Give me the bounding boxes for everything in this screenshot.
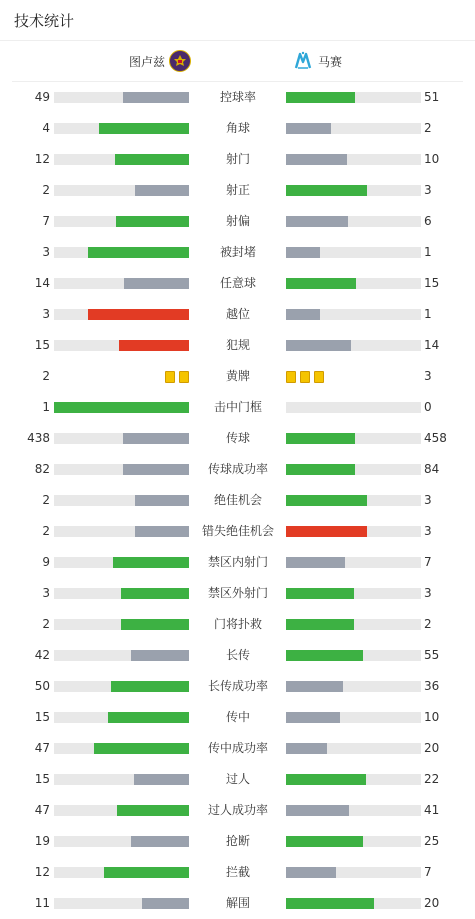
away-stat-value: 3 — [424, 493, 432, 507]
stat-row — [0, 82, 475, 113]
home-stat-bar — [123, 464, 189, 475]
home-stat-value: 14 — [34, 276, 50, 290]
away-stat-bar-track — [286, 92, 421, 103]
home-stat-value: 47 — [34, 741, 50, 755]
home-stat-bar — [135, 185, 189, 196]
away-stat-bar-track — [286, 774, 421, 785]
away-stat-bar — [286, 216, 348, 227]
marseille-crest-icon — [292, 50, 314, 72]
away-stat-bar — [286, 712, 340, 723]
home-stat-value: 438 — [27, 431, 50, 445]
home-stat-bar-track — [54, 588, 189, 599]
home-stat-bar-track — [54, 402, 189, 413]
home-stat-value: 2 — [42, 369, 50, 383]
away-stat-value: 3 — [424, 524, 432, 538]
away-stat-value: 1 — [424, 245, 432, 259]
away-stat-bar — [286, 123, 331, 134]
stat-label: 绝佳机会 — [213, 493, 262, 507]
away-stat-bar — [286, 526, 367, 537]
stat-label: 角球 — [225, 121, 250, 135]
home-stat-bar-track — [54, 92, 189, 103]
away-stat-bar-track — [286, 340, 421, 351]
stat-row — [0, 826, 475, 857]
home-stat-bar — [117, 805, 189, 816]
stat-label: 射偏 — [225, 214, 250, 228]
home-stat-bar-track — [54, 123, 189, 134]
away-stat-bar — [286, 743, 327, 754]
away-stat-value: 84 — [424, 462, 440, 476]
home-stat-value: 2 — [42, 617, 50, 631]
stat-row — [0, 857, 475, 888]
stat-row — [0, 795, 475, 826]
stat-label: 传中 — [225, 710, 250, 724]
away-stat-bar-track — [286, 278, 421, 289]
away-stat-bar — [286, 340, 351, 351]
away-stat-value: 41 — [424, 803, 440, 817]
stat-label: 犯规 — [225, 338, 250, 352]
away-stat-bar-track — [286, 216, 421, 227]
away-stat-value: 3 — [424, 586, 432, 600]
home-stat-bar — [134, 774, 189, 785]
stat-row — [0, 733, 475, 764]
home-stat-bar-track — [54, 216, 189, 227]
away-stat-value: 22 — [424, 772, 440, 786]
home-stat-value: 7 — [42, 214, 50, 228]
home-stat-bar-track — [54, 619, 189, 630]
home-stat-bar — [113, 557, 189, 568]
stat-label: 错失绝佳机会 — [201, 524, 274, 538]
stat-label: 门将扑救 — [213, 617, 262, 631]
home-stat-bar-track — [54, 557, 189, 568]
away-stat-value: 0 — [424, 400, 432, 414]
home-stat-bar-track — [54, 774, 189, 785]
away-stat-bar — [286, 898, 374, 909]
stat-row — [0, 330, 475, 361]
stat-label: 黄牌 — [225, 369, 250, 383]
home-stat-bar — [131, 836, 189, 847]
stat-label: 越位 — [225, 307, 250, 321]
stat-row — [0, 888, 475, 919]
home-stat-value: 15 — [34, 710, 50, 724]
away-stat-value: 51 — [424, 90, 440, 104]
away-stat-value: 20 — [424, 896, 440, 910]
home-stat-bar — [131, 650, 189, 661]
home-stat-value: 9 — [42, 555, 50, 569]
home-stat-value: 19 — [34, 834, 50, 848]
away-stat-bar-track — [286, 526, 421, 537]
home-stat-value: 49 — [34, 90, 50, 104]
away-stat-value: 2 — [424, 617, 432, 631]
away-stat-bar — [286, 681, 343, 692]
home-stat-bar — [142, 898, 189, 909]
away-stat-bar-track — [286, 836, 421, 847]
teams-header — [12, 41, 463, 82]
stat-label: 传中成功率 — [207, 741, 268, 755]
away-stat-bar-track — [286, 557, 421, 568]
home-stat-bar-track — [54, 681, 189, 692]
stat-row — [0, 640, 475, 671]
stat-row — [0, 516, 475, 547]
stat-row — [0, 299, 475, 330]
away-stat-bar — [286, 309, 320, 320]
away-stat-bar-track — [286, 185, 421, 196]
away-stat-bar-track — [286, 495, 421, 506]
away-stat-bar-track — [286, 898, 421, 909]
home-stat-bar — [88, 247, 189, 258]
away-stat-value: 36 — [424, 679, 440, 693]
home-stat-bar — [54, 402, 189, 413]
home-stat-value: 15 — [34, 338, 50, 352]
stat-label: 传球 — [225, 431, 250, 445]
home-stat-bar-track — [54, 247, 189, 258]
stat-label: 长传 — [225, 648, 250, 662]
home-stat-value: 3 — [42, 245, 50, 259]
away-stat-value: 2 — [424, 121, 432, 135]
away-stat-bar — [286, 278, 356, 289]
away-stat-bar — [286, 774, 366, 785]
away-stat-bar — [286, 619, 354, 630]
home-stat-value: 15 — [34, 772, 50, 786]
home-stat-value: 12 — [34, 152, 50, 166]
away-stat-value: 458 — [424, 431, 447, 445]
away-stat-value: 10 — [424, 152, 440, 166]
home-stat-bar — [115, 154, 189, 165]
away-stat-bar-track — [286, 464, 421, 475]
page-title: 技术统计 — [14, 11, 75, 30]
away-team[interactable] — [292, 41, 346, 81]
home-stat-bar-track — [54, 805, 189, 816]
away-stat-value: 20 — [424, 741, 440, 755]
home-stat-bar — [123, 92, 189, 103]
away-stat-value: 15 — [424, 276, 440, 290]
away-stat-value: 55 — [424, 648, 440, 662]
stat-row — [0, 578, 475, 609]
away-stat-bar-track — [286, 681, 421, 692]
away-stat-bar — [286, 154, 347, 165]
away-stat-bar — [286, 185, 367, 196]
away-stat-value: 25 — [424, 834, 440, 848]
yellow-card-icon — [165, 371, 175, 383]
yellow-card-icon — [300, 371, 310, 383]
home-stat-bar — [111, 681, 189, 692]
stat-label: 射门 — [225, 152, 250, 166]
home-stat-bar-track — [54, 433, 189, 444]
away-stat-value: 14 — [424, 338, 440, 352]
home-stat-bar-track — [54, 898, 189, 909]
home-stat-bar-track — [54, 743, 189, 754]
away-stat-value: 6 — [424, 214, 432, 228]
home-yellow-cards — [165, 371, 189, 383]
home-stat-bar-track — [54, 185, 189, 196]
away-stat-bar — [286, 588, 354, 599]
home-stat-bar-track — [54, 526, 189, 537]
away-stat-value: 7 — [424, 555, 432, 569]
away-stat-bar-track — [286, 247, 421, 258]
home-stat-bar-track — [54, 309, 189, 320]
home-stat-bar — [119, 340, 189, 351]
stat-label: 射正 — [225, 183, 250, 197]
home-team-name: 图卢兹 — [129, 54, 166, 69]
stat-label: 控球率 — [219, 90, 256, 104]
away-stat-value: 1 — [424, 307, 432, 321]
stat-row — [0, 113, 475, 144]
away-stat-bar — [286, 433, 355, 444]
away-stat-bar-track — [286, 712, 421, 723]
home-stat-bar — [94, 743, 189, 754]
stat-row — [0, 485, 475, 516]
away-stat-bar — [286, 247, 320, 258]
home-stat-bar-track — [54, 836, 189, 847]
away-stat-bar — [286, 836, 363, 847]
page-header — [0, 0, 475, 41]
stat-label: 被封堵 — [219, 245, 256, 259]
home-stat-bar — [116, 216, 189, 227]
away-stat-bar — [286, 495, 367, 506]
yellow-card-icon — [286, 371, 296, 383]
home-team[interactable] — [125, 41, 191, 81]
away-stat-bar-track — [286, 123, 421, 134]
away-stat-value: 3 — [424, 183, 432, 197]
stat-row — [0, 454, 475, 485]
away-stat-bar-track — [286, 619, 421, 630]
away-stat-bar — [286, 805, 349, 816]
stat-label: 长传成功率 — [207, 679, 268, 693]
home-stat-value: 2 — [42, 183, 50, 197]
home-stat-value: 47 — [34, 803, 50, 817]
stat-row — [0, 361, 475, 392]
stat-row — [0, 206, 475, 237]
home-stat-bar-track — [54, 712, 189, 723]
away-stat-bar-track — [286, 650, 421, 661]
away-stat-bar-track — [286, 154, 421, 165]
stat-row — [0, 671, 475, 702]
home-stat-bar — [124, 278, 189, 289]
away-stat-bar-track — [286, 805, 421, 816]
stat-label: 过人 — [225, 772, 250, 786]
home-stat-value: 3 — [42, 586, 50, 600]
stat-label: 任意球 — [219, 276, 256, 290]
stat-label: 禁区内射门 — [207, 555, 268, 569]
toulouse-crest-icon — [169, 50, 191, 72]
yellow-card-icon — [314, 371, 324, 383]
stat-label: 击中门框 — [213, 400, 262, 414]
away-stat-bar-track — [286, 309, 421, 320]
stat-label: 拦截 — [225, 865, 250, 879]
home-stat-bar-track — [54, 464, 189, 475]
home-stat-bar — [104, 867, 189, 878]
stat-label: 抢断 — [225, 834, 250, 848]
home-stat-bar — [135, 526, 189, 537]
home-stat-bar-track — [54, 867, 189, 878]
home-stat-bar-track — [54, 340, 189, 351]
home-stat-bar — [108, 712, 189, 723]
yellow-card-icon — [179, 371, 189, 383]
away-stat-bar-track — [286, 402, 421, 413]
home-stat-value: 11 — [34, 896, 50, 910]
home-stat-bar — [88, 309, 189, 320]
stat-row — [0, 175, 475, 206]
stat-row — [0, 268, 475, 299]
home-stat-value: 42 — [34, 648, 50, 662]
home-stat-bar-track — [54, 278, 189, 289]
away-stat-bar — [286, 557, 345, 568]
home-stat-value: 4 — [42, 121, 50, 135]
away-stat-bar-track — [286, 588, 421, 599]
away-team-name: 马赛 — [318, 54, 343, 69]
away-stat-value: 10 — [424, 710, 440, 724]
away-stat-bar-track — [286, 433, 421, 444]
home-stat-bar — [121, 619, 189, 630]
home-stat-bar-track — [54, 650, 189, 661]
away-stat-value: 7 — [424, 865, 432, 879]
stat-row — [0, 609, 475, 640]
home-stat-value: 82 — [34, 462, 50, 476]
away-stat-bar — [286, 464, 355, 475]
away-yellow-cards — [286, 371, 324, 383]
away-stat-value: 3 — [424, 369, 432, 383]
stat-row — [0, 144, 475, 175]
stat-row — [0, 702, 475, 733]
home-stat-bar-track — [54, 154, 189, 165]
home-stat-bar — [123, 433, 189, 444]
stat-label: 解围 — [225, 896, 250, 910]
home-stat-bar — [121, 588, 189, 599]
home-stat-value: 3 — [42, 307, 50, 321]
home-stat-value: 12 — [34, 865, 50, 879]
stat-label: 传球成功率 — [207, 462, 268, 476]
stat-row — [0, 547, 475, 578]
stat-row — [0, 423, 475, 454]
home-stat-bar — [135, 495, 189, 506]
home-stat-value: 2 — [42, 493, 50, 507]
home-stat-value: 2 — [42, 524, 50, 538]
stat-label: 禁区外射门 — [207, 586, 268, 600]
away-stat-bar — [286, 92, 355, 103]
away-stat-bar — [286, 650, 363, 661]
stat-label: 过人成功率 — [207, 803, 268, 817]
away-stat-bar-track — [286, 867, 421, 878]
home-stat-bar — [99, 123, 189, 134]
stat-row — [0, 764, 475, 795]
home-stat-value: 1 — [42, 400, 50, 414]
stat-row — [0, 392, 475, 423]
away-stat-bar — [286, 867, 336, 878]
home-stat-bar-track — [54, 495, 189, 506]
away-stat-bar-track — [286, 743, 421, 754]
home-stat-value: 50 — [34, 679, 50, 693]
stat-row — [0, 237, 475, 268]
